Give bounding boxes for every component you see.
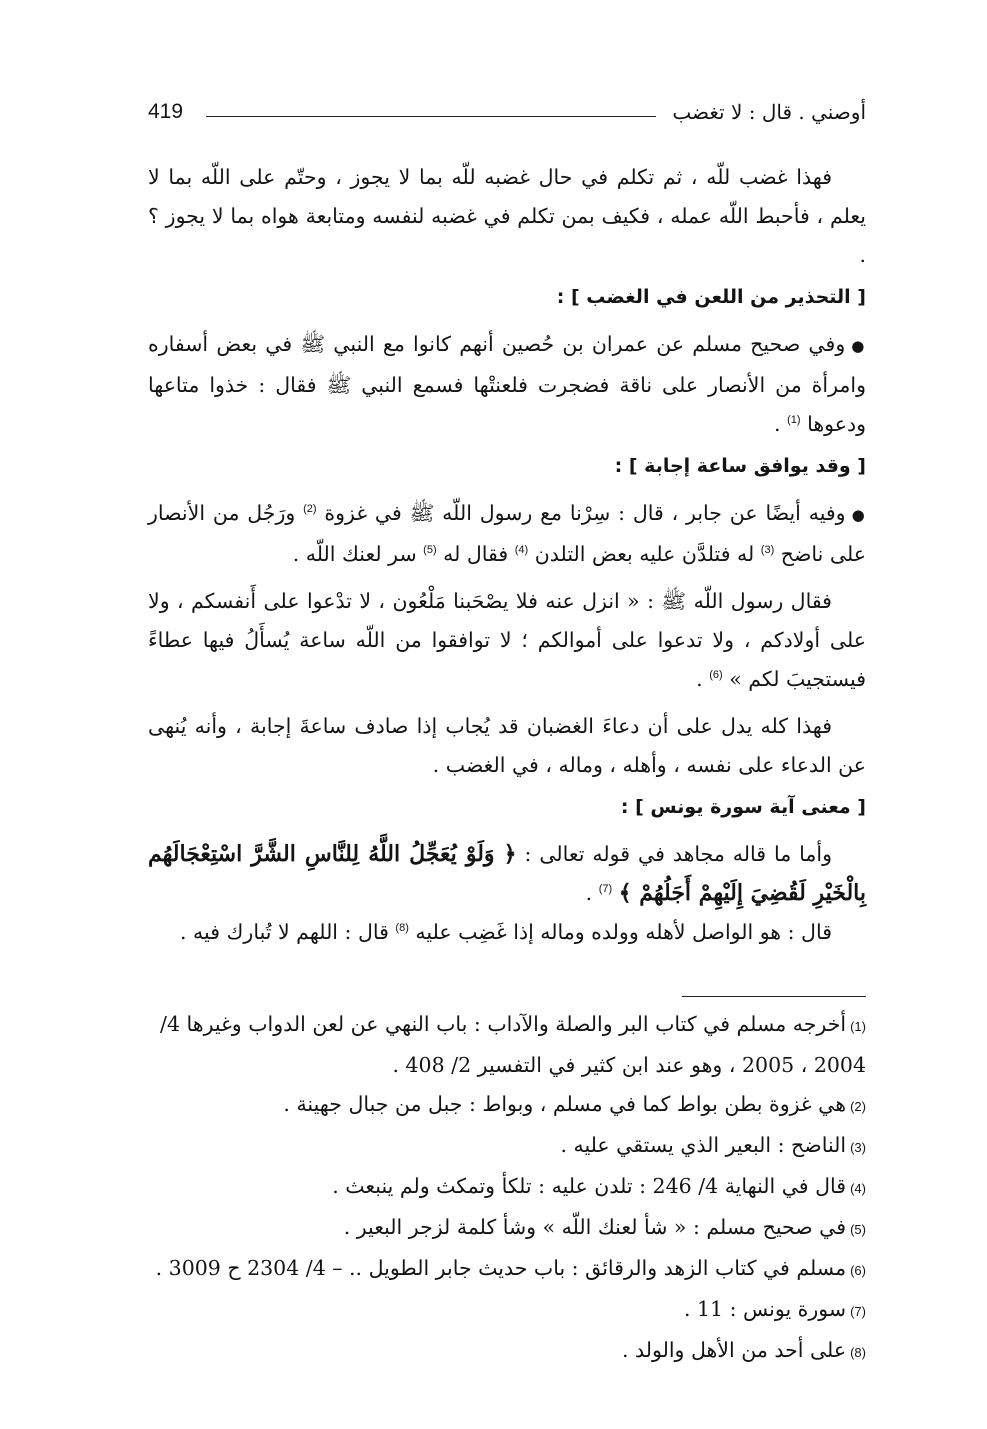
paragraph-2-end: .	[774, 412, 788, 436]
footnote-7	[148, 1290, 866, 1331]
paragraph-2	[148, 325, 866, 444]
footnote-number: (1)	[850, 1019, 866, 1034]
footnote-5	[148, 1208, 866, 1249]
footnote-number: (5)	[850, 1222, 866, 1237]
footnote-text: في صحيح مسلم : « شأ لعنك اللّه » وشأ كلمة لزجر البعير .	[343, 1215, 847, 1239]
paragraph-7-text-b: قال : اللهم لا تُبارك فيه .	[180, 920, 396, 944]
paragraph-3	[148, 494, 866, 574]
footnote-4	[148, 1167, 866, 1208]
footnote-number: (7)	[850, 1304, 866, 1319]
footnote-number: (8)	[850, 1345, 866, 1360]
paragraph-7	[148, 913, 866, 952]
footnote-8	[148, 1331, 866, 1372]
section-heading-yunus: [ معنى آية سورة يونس ] :	[620, 796, 866, 818]
footnote-ref-8[interactable]: (8)	[395, 922, 409, 935]
page-number: 419	[148, 100, 184, 123]
footnote-3	[148, 1126, 866, 1167]
section-heading-answer-hour: [ وقد يوافق ساعة إجابة ] :	[614, 455, 866, 477]
footnote-text: هي غزوة بطن بواط كما في مسلم ، وبواط : جبل من جبال جهينة .	[283, 1092, 847, 1116]
footnote-1	[148, 1005, 866, 1085]
header-rule	[206, 116, 656, 117]
footnote-number: (6)	[850, 1263, 866, 1278]
paragraph-6-text: وأما ما قاله مجاهد في قوله تعالى :	[516, 842, 833, 866]
paragraph-4-text: فقال رسول اللّه ﷺ : « انزل عنه فلا يصْحَبنا مَلْعُون ، لا تدْعوا على أَنفسكم ، ولا على أولادكم ، ولا تدعوا على أموالكم ؛ لا توافقوا من اللّه ساعة يُسأَلُ فيها عطاءً فيستجيبَ لكم »	[148, 589, 866, 691]
paragraph-6-end: .	[585, 881, 599, 905]
paragraph-4	[148, 582, 866, 699]
book-page	[148, 100, 866, 1372]
section-heading-cursing: [ التحذير من اللعن في الغضب ] :	[556, 286, 866, 308]
paragraph-6	[148, 835, 866, 913]
footnote-text: على أحد من الأهل والولد .	[621, 1338, 847, 1362]
bullet-icon: ●	[851, 337, 866, 355]
main-text	[148, 158, 866, 952]
footnote-ref-5[interactable]: (5)	[423, 544, 437, 557]
paragraph-5: فهذا كله يدل على أن دعاءَ الغضبان قد يُجاب إذا صادف ساعةَ إجابة ، وأنه يُنهى عن الدعاء على نفسه ، وأهله ، وماله ، في الغضب .	[148, 714, 866, 777]
footnote-number: (2)	[850, 1099, 866, 1114]
footnote-ref-6[interactable]: (6)	[709, 669, 723, 682]
paragraph-2-text: وفي صحيح مسلم عن عمران بن حُصين أنهم كانوا مع النبي ﷺ في بعض أسفاره وامرأة من الأنصار على ناقة فضجرت فلعنتْها فسمع النبي ﷺ فقال : خذوا متاعها ودعوها	[148, 332, 866, 436]
footnote-ref-2[interactable]: (2)	[303, 503, 317, 516]
paragraph-7-text-a: قال : هو الواصل لأهله وولده وماله إذا غَضِب عليه	[415, 920, 832, 944]
bullet-icon: ●	[851, 506, 866, 524]
paragraph-1: فهذا غضب للّه ، ثم تكلم في حال غضبه للّه بما لا يجوز ، وحتّم على اللّه بما لا يعلم ، فأحبط اللّه عمله ، فكيف بمن تكلم في غضبه لنفسه ومتابعة هواه بما لا يجوز ؟ .	[148, 165, 866, 267]
footnote-separator	[682, 996, 866, 997]
running-title: أوصني . قال : لا تغضب	[672, 100, 866, 124]
footnote-text: الناضح : البعير الذي يستقي عليه .	[560, 1133, 847, 1157]
page-header	[148, 100, 866, 136]
quran-verse: ﴿ وَلَوْ يُعَجِّلُ اللَّهُ لِلنَّاسِ الشَّرَّ اسْتِعْجَالَهُم بِالْخَيْرِ لَقُضِيَ إِلَيْهِمْ أَجَلُهُمْ ﴾	[148, 841, 866, 906]
paragraph-3-text-c: له فتلدَّن عليه بعض التلدن	[534, 542, 761, 566]
paragraph-3-text-a: وفيه أيضًا عن جابر ، قال : سِرْنا مع رسول اللّه ﷺ في غزوة	[324, 501, 846, 525]
paragraph-3-text-e: سر لعنك اللّه .	[292, 542, 424, 566]
footnote-number: (3)	[850, 1140, 866, 1155]
footnote-text: سورة يونس : 11 .	[683, 1297, 847, 1321]
footnote-text: أخرجه مسلم في كتاب البر والصلة والآداب : باب النهي عن لعن الدواب وغيرها 4/ 2004 ، 2005 ، وهو عند ابن كثير في التفسير 2/ 408 .	[160, 1012, 866, 1077]
footnotes	[148, 1005, 866, 1372]
footnote-number: (4)	[850, 1181, 866, 1196]
footnote-2	[148, 1085, 866, 1126]
paragraph-3-text-d: فقال له	[443, 542, 515, 566]
footnote-ref-7[interactable]: (7)	[598, 883, 613, 896]
paragraph-3-text-b: ورَجُل من الأنصار على ناضح	[148, 501, 866, 566]
footnote-6	[148, 1249, 866, 1290]
footnote-ref-3[interactable]: (3)	[760, 544, 775, 557]
footnote-ref-4[interactable]: (4)	[514, 544, 529, 557]
footnote-text: مسلم في كتاب الزهد والرقائق : باب حديث جابر الطويل .. – 4/ 2304 ح 3009 .	[155, 1256, 847, 1280]
footnote-ref-1[interactable]: (1)	[787, 414, 801, 427]
paragraph-4-end: .	[696, 667, 710, 691]
footnote-text: قال في النهاية 4/ 246 : تلدن عليه : تلكأ وتمكث ولم ينبعث .	[332, 1174, 847, 1198]
